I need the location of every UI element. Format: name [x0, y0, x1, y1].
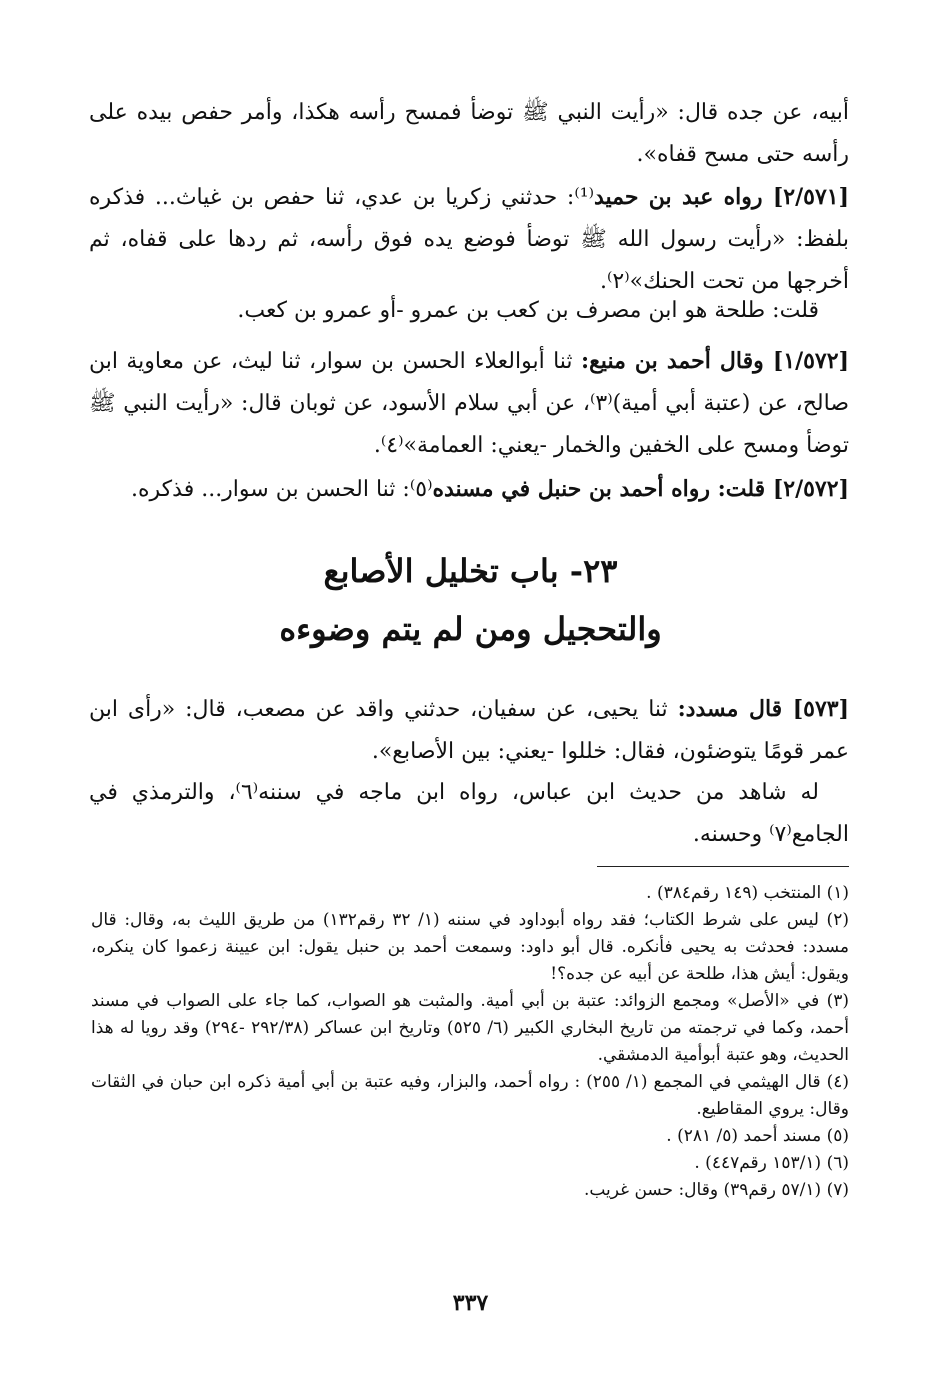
commentary-text: قلت: طلحة هو ابن مصرف بن كعب بن عمرو -أو عمرو بن كعب.: [237, 298, 819, 323]
paragraph-text: أبيه، عن جده قال: «رأيت النبي ﷺ توضأ فمسح رأسه هكذا، وأمر حفص بيده على رأسه حتى مسح قفاه».: [89, 100, 849, 167]
footnote-5: (٥) مسند أحمد (٥/ ٢٨١) .: [666, 1126, 849, 1146]
hadith-reference: [٢/٥٧١] رواه عبد بن حميد: [593, 184, 850, 210]
hadith-reference: [١/٥٧٢] وقال أحمد بن منيع:: [580, 348, 849, 374]
footnote-divider: [597, 866, 849, 867]
hadith-text: ثنا أبوالعلاء الحسن بن سوار، ثنا ليث، عن معاوية ابن صالح، عن (عتبة أبي أمية)⁽٣⁾، عن أبي سلام الأسود، عن ثوبان قال: «رأيت النبي ﷺ توضأ ومسح على الخفين والخمار -يعني: العمامة»⁽٤⁾.: [89, 349, 849, 458]
footnote-3: (٣) في «الأصل» ومجمع الزوائد: عتبة بن أبي أمية. والمثبت هو الصواب، كما جاء على الصواب في مسند أحمد، وكما في ترجمته من تاريخ البخاري الكبير (٦/ ٥٢٥) وتاريخ ابن عساكر (٢٩٢/٣٨ -٢٩٤) وقد رويا له هذا الحديث، وهو عتبة أبوأمية الدمشقي.: [91, 991, 849, 1065]
chapter-title-line-1: ٢٣- باب تخليل الأصابع: [323, 552, 618, 590]
hadith-reference: [٥٧٣] قال مسدد:: [677, 696, 849, 722]
hadith-text: ⁽¹⁾: حدثني زكريا بن عدي، ثنا حفص بن غياث... فذكره بلفظ: «رأيت رسول الله ﷺ توضأ فوضع يده فوق رأسه، ثم ردها على قفاه، ثم أخرجها من تحت الحنك»⁽٢⁾.: [89, 185, 849, 294]
page-number: ٣٣٧: [452, 1290, 489, 1316]
paragraph-continuation: [89, 92, 849, 176]
footnote-6: (٦) (١٥٣/١ رقم٤٤٧) .: [694, 1153, 849, 1173]
hadith-reference: [٢/٥٧٢] قلت: رواه أحمد بن حنبل في مسنده: [432, 476, 849, 502]
evidence-text: له شاهد من حديث ابن عباس، رواه ابن ماجه في سننه⁽٦⁾، والترمذي في الجامع⁽٧⁾ وحسنه.: [89, 780, 849, 847]
chapter-title-line-2: والتحجيل ومن لم يتم وضوءه: [279, 610, 662, 648]
hadith-572-1: [89, 340, 849, 467]
hadith-571-2: [89, 176, 849, 303]
footnote-2: (٢) ليس على شرط الكتاب؛ فقد رواه أبوداود في سننه (١/ ٣٢ رقم١٣٢) من طريق الليث به، وقال: قال مسدد: فحدثت به يحيى فأنكره. قال أبو داود: وسمعت أحمد بن حنبل يقول: ابن عيينة زعموا كان ينكره، ويقول: أيش هذا، طلحة عن أبيه عن جده؟!: [91, 910, 849, 984]
footnote-4: (٤) قال الهيثمي في المجمع (١/ ٢٥٥) : رواه أحمد، والبزار، وفيه عتبة بن أبي أمية ذكره ابن حبان في الثقات وقال: يروي المقاطيع.: [91, 1072, 849, 1119]
footnotes: [91, 880, 849, 1204]
commentary-note: [89, 290, 849, 332]
footnote-1: (١) المنتخب (١٤٩ رقم٣٨٤) .: [646, 883, 849, 903]
footnote-7: (٧) (٥٧/١ رقم٣٩) وقال: حسن غريب.: [583, 1180, 849, 1200]
hadith-572-2: [89, 468, 849, 511]
hadith-573: [89, 688, 849, 773]
hadith-text: ثنا يحيى، عن سفيان، حدثني واقد عن مصعب، قال: «رأى ابن عمر قومًا يتوضئون، فقال: خللوا -يعني: بين الأصابع».: [89, 697, 849, 764]
supporting-evidence: [89, 772, 849, 856]
hadith-text: ⁽٥⁾: ثنا الحسن بن سوار... فذكره.: [131, 477, 433, 502]
